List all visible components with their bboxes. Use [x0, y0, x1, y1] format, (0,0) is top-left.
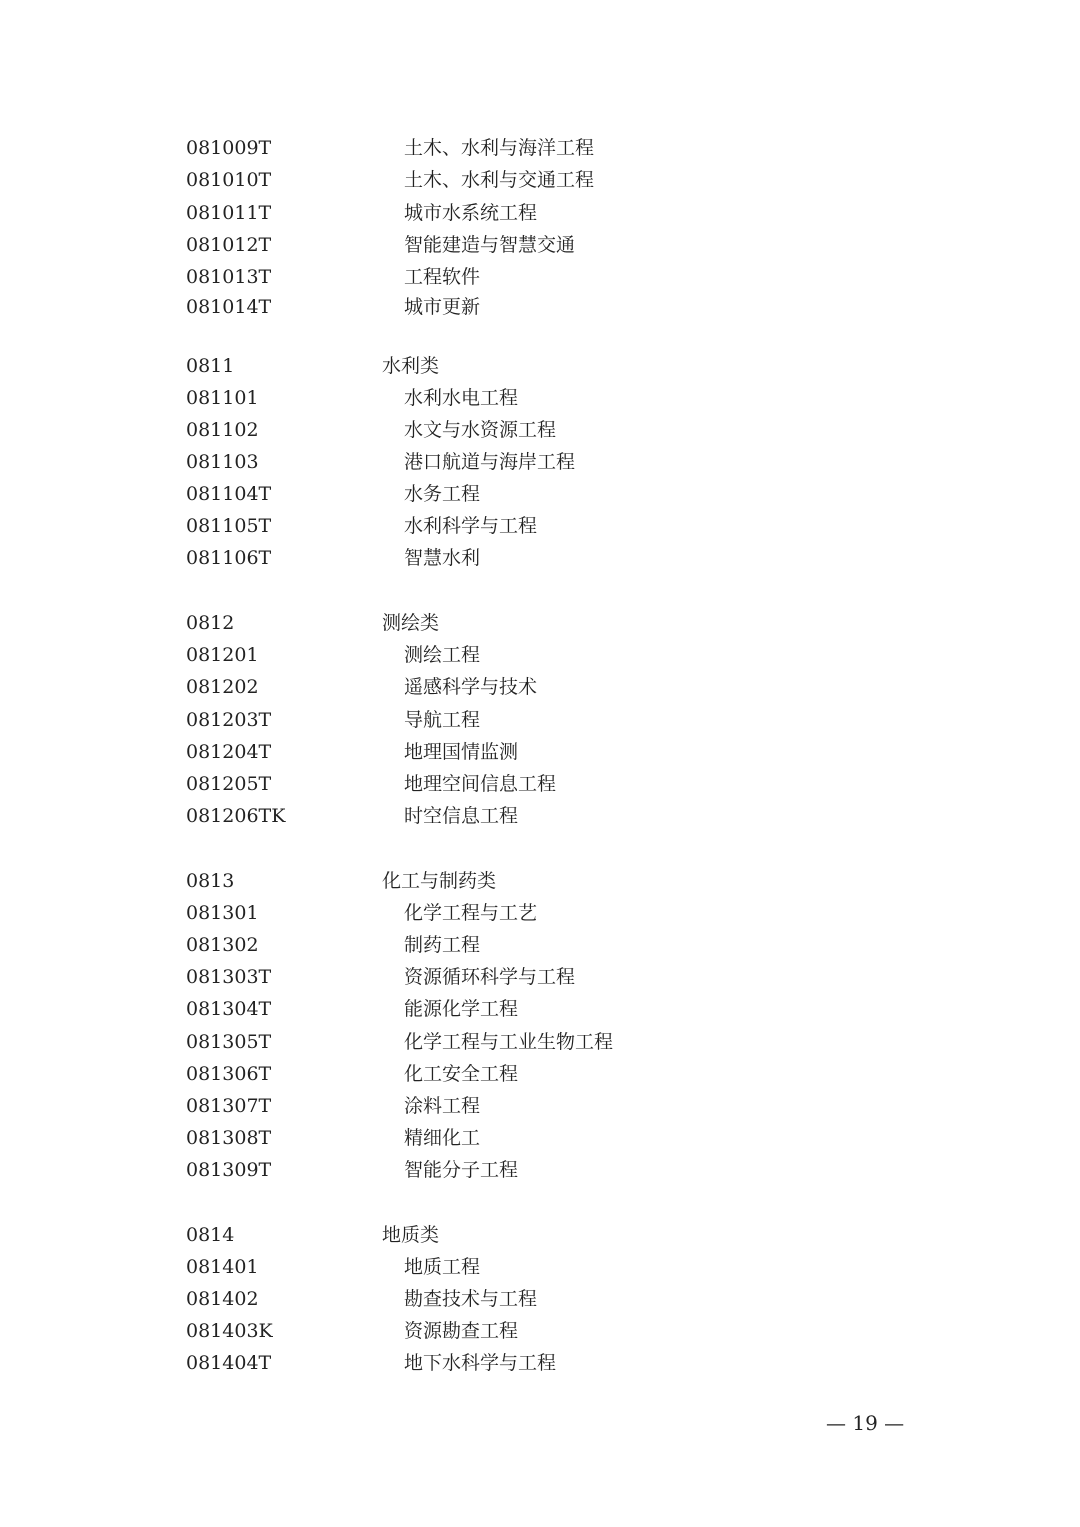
- major-code: 081403K: [186, 1320, 273, 1342]
- major-name: 化工安全工程: [404, 1063, 519, 1085]
- major-code: 081401: [186, 1256, 259, 1278]
- major-code: 081103: [186, 451, 259, 473]
- major-row: [0, 737, 1080, 767]
- major-row: [0, 1155, 1080, 1185]
- major-name: 遥感科学与技术: [404, 676, 538, 698]
- major-name: 精细化工: [404, 1127, 481, 1149]
- category-code: 0814: [186, 1224, 235, 1246]
- major-name: 港口航道与海岸工程: [404, 451, 576, 473]
- major-name: 智能建造与智慧交通: [404, 234, 576, 256]
- major-name: 城市更新: [404, 296, 481, 318]
- major-row: [0, 705, 1080, 735]
- major-row: [0, 994, 1080, 1024]
- major-row: [0, 640, 1080, 670]
- major-code: 081306T: [186, 1063, 272, 1085]
- major-code: 081012T: [186, 234, 272, 256]
- major-code: 081204T: [186, 741, 272, 763]
- major-code: 081011T: [186, 202, 272, 224]
- major-name: 化学工程与工艺: [404, 902, 538, 924]
- major-code: 081305T: [186, 1031, 272, 1053]
- major-row: [0, 962, 1080, 992]
- major-row: [0, 1348, 1080, 1378]
- major-row: [0, 230, 1080, 260]
- major-row: [0, 769, 1080, 799]
- major-row: [0, 198, 1080, 228]
- major-row: [0, 1059, 1080, 1089]
- major-code: 081202: [186, 676, 259, 698]
- major-row: [0, 447, 1080, 477]
- major-row: [0, 543, 1080, 573]
- major-name: 水务工程: [404, 483, 481, 505]
- major-code: 081302: [186, 934, 259, 956]
- major-row: [0, 262, 1080, 292]
- major-name: 能源化学工程: [404, 998, 519, 1020]
- major-row: [0, 383, 1080, 413]
- major-code: 081104T: [186, 483, 272, 505]
- major-name: 勘查技术与工程: [404, 1288, 538, 1310]
- category-code: 0812: [186, 612, 235, 634]
- major-row: [0, 1123, 1080, 1153]
- page-number: — 19 —: [826, 1411, 905, 1435]
- major-code: 081203T: [186, 709, 272, 731]
- major-code: 081205T: [186, 773, 272, 795]
- major-row: [0, 511, 1080, 541]
- major-name: 资源勘查工程: [404, 1320, 519, 1342]
- major-name: 制药工程: [404, 934, 481, 956]
- major-name: 地理国情监测: [404, 741, 519, 763]
- major-code: 081301: [186, 902, 259, 924]
- major-code: 081304T: [186, 998, 272, 1020]
- major-code: 081308T: [186, 1127, 272, 1149]
- major-row: [0, 1252, 1080, 1282]
- major-name: 工程软件: [404, 266, 481, 288]
- major-row: [0, 1091, 1080, 1121]
- major-row: [0, 898, 1080, 928]
- major-code: 081102: [186, 419, 259, 441]
- major-code: 081404T: [186, 1352, 272, 1374]
- major-row: [0, 133, 1080, 163]
- major-row: [0, 479, 1080, 509]
- major-name: 土木、水利与海洋工程: [404, 137, 595, 159]
- category-name: 测绘类: [382, 612, 440, 634]
- major-name: 地理空间信息工程: [404, 773, 557, 795]
- major-name: 智能分子工程: [404, 1159, 519, 1181]
- major-row: [0, 1316, 1080, 1346]
- major-name: 化学工程与工业生物工程: [404, 1031, 614, 1053]
- major-row: [0, 930, 1080, 960]
- category-name: 地质类: [382, 1224, 440, 1246]
- category-row: [0, 866, 1080, 896]
- major-code: 081309T: [186, 1159, 272, 1181]
- category-row: [0, 351, 1080, 381]
- major-row: [0, 415, 1080, 445]
- major-name: 地下水科学与工程: [404, 1352, 557, 1374]
- major-code: 081201: [186, 644, 259, 666]
- category-name: 化工与制药类: [382, 870, 497, 892]
- major-code: 081303T: [186, 966, 272, 988]
- major-row: [0, 165, 1080, 195]
- major-name: 土木、水利与交通工程: [404, 169, 595, 191]
- major-code: 081010T: [186, 169, 272, 191]
- major-code: 081105T: [186, 515, 272, 537]
- major-name: 城市水系统工程: [404, 202, 538, 224]
- major-code: 081106T: [186, 547, 272, 569]
- major-row: [0, 801, 1080, 831]
- major-row: [0, 672, 1080, 702]
- major-code: 081206TK: [186, 805, 286, 827]
- category-name: 水利类: [382, 355, 440, 377]
- category-row: [0, 1220, 1080, 1250]
- major-name: 时空信息工程: [404, 805, 519, 827]
- major-code: 081009T: [186, 137, 272, 159]
- major-name: 水文与水资源工程: [404, 419, 557, 441]
- major-name: 智慧水利: [404, 547, 481, 569]
- major-name: 水利水电工程: [404, 387, 519, 409]
- major-code: 081013T: [186, 266, 272, 288]
- major-name: 导航工程: [404, 709, 481, 731]
- major-code: 081402: [186, 1288, 259, 1310]
- major-row: [0, 1027, 1080, 1057]
- major-name: 资源循环科学与工程: [404, 966, 576, 988]
- major-code: 081307T: [186, 1095, 272, 1117]
- major-name: 水利科学与工程: [404, 515, 538, 537]
- category-row: [0, 608, 1080, 638]
- major-name: 涂料工程: [404, 1095, 481, 1117]
- major-code: 081101: [186, 387, 259, 409]
- major-name: 测绘工程: [404, 644, 481, 666]
- major-row: [0, 292, 1080, 322]
- category-code: 0811: [186, 355, 235, 377]
- category-code: 0813: [186, 870, 235, 892]
- major-code: 081014T: [186, 296, 272, 318]
- major-row: [0, 1284, 1080, 1314]
- major-name: 地质工程: [404, 1256, 481, 1278]
